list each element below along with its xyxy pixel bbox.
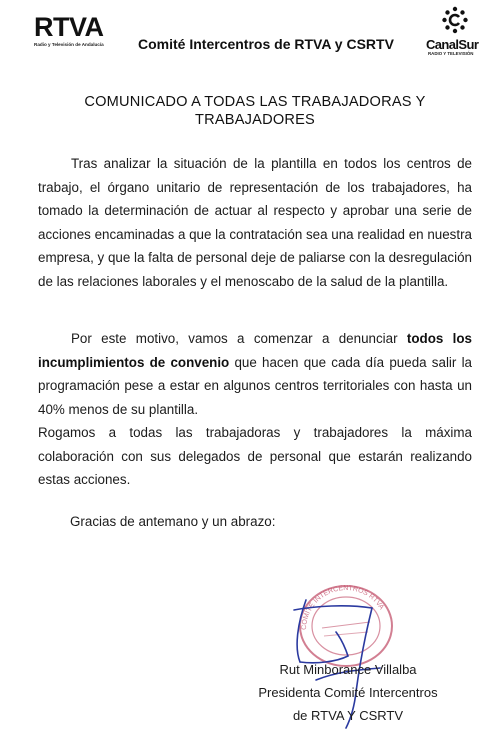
canalsur-logo-name: CanalSur [426,37,479,52]
closing-line: Gracias de antemano y un abrazo: [70,514,276,529]
document-heading: COMUNICADO A TODAS LAS TRABAJADORAS Y TRABAJADORES [84,94,426,128]
canalsur-logo-tagline: RADIO Y TELEVISIÓN [428,51,474,56]
paragraph-2 [38,327,472,421]
signatory-name: Rut Minborance Villalba [279,662,417,677]
paragraph-3: Rogamos a todas las trabajadoras y trabajadores la máxima colaboración con sus delegados de personal que estarán realizando estas acciones. [38,425,472,487]
rtva-logo [34,14,134,54]
canalsur-sun-icon [441,6,469,36]
stamp-text: COMITÉ INTERCENTROS RTVA [300,584,385,631]
paragraph-1: Tras analizar la situación de la plantilla en todos los centros de trabajo, el órgano unitario de representación de los trabajadores, ha tomado la determinación de actuar al respecto y aprobar una serie de acciones encaminadas a que la contratación sea una realidad en nuestra empresa, y que la falta de personal deje de paliarse con la desregulación de las relaciones laborales y el menoscabo de la salud de la plantilla. [38,156,472,289]
rtva-logo-tagline: Radio y Televisión de Andalucía [34,42,104,47]
paragraph-2-emphasis: todos los incumplimientos de convenio [38,331,472,370]
signatory-organization: de RTVA Y CSRTV [292,708,404,723]
paragraph-2-end: que hacen que cada día pueda salir la programación pese a estar en algunos centros territoriales con hasta un 40% menos de su plantilla. [38,354,472,417]
rtva-logo-mark: RTVA [34,12,104,42]
signatory-role: Presidenta Comité Intercentros [258,685,438,700]
paragraph-2-start: Por este motivo, vamos a comenzar a denunciar [71,331,407,346]
canalsur-logo [424,6,486,58]
header-title: Comité Intercentros de RTVA y CSRTV [138,36,394,52]
